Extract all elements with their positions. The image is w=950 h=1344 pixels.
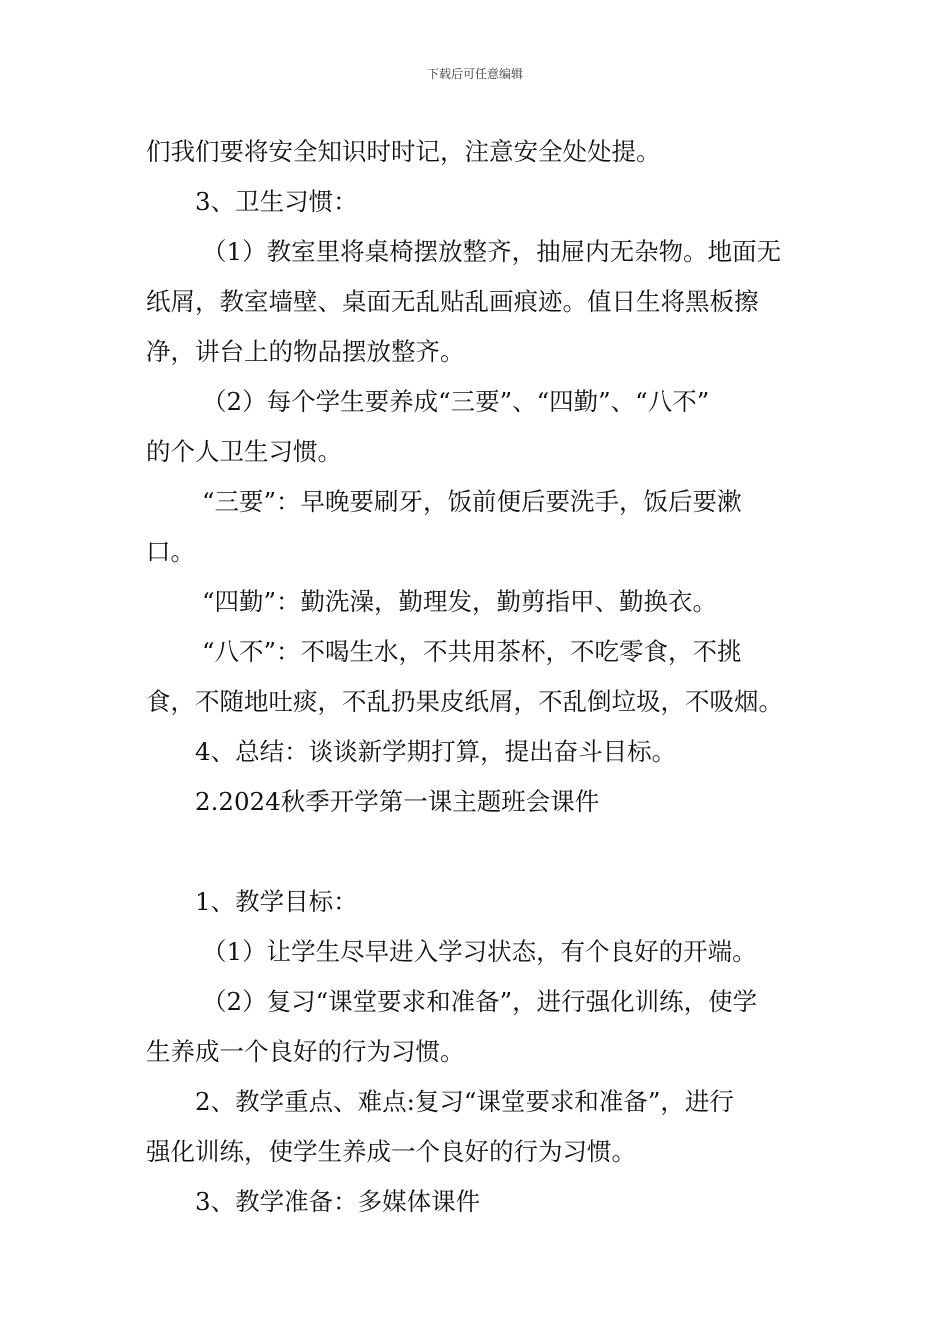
section-heading-key-points: 2、教学重点、难点:复习“课堂要求和准备”，进行 bbox=[195, 1087, 734, 1116]
section-heading-summary: 4、总结：谈谈新学期打算，提出奋斗目标。 bbox=[195, 737, 677, 766]
blank-line bbox=[146, 827, 806, 877]
paragraph-line: “四勤”：勤洗澡，勤理发，勤剪指甲、勤换衣。 bbox=[202, 587, 718, 616]
paragraph-line: 们我们要将安全知识时时记，注意安全处处提。 bbox=[146, 137, 661, 166]
paragraph-line: （1）教室里将桌椅摆放整齐，抽屉内无杂物。地面无 bbox=[202, 237, 782, 266]
section-heading-preparation: 3、教学准备：多媒体课件 bbox=[195, 1187, 481, 1216]
paragraph-line: “八不”：不喝生水，不共用茶杯，不吃零食，不挑 bbox=[202, 637, 742, 666]
section-title: 2.2024秋季开学第一课主题班会课件 bbox=[195, 787, 600, 816]
paragraph-line: 强化训练，使学生养成一个良好的行为习惯。 bbox=[146, 1137, 636, 1166]
paragraph-line: 纸屑，教室墙壁、桌面无乱贴乱画痕迹。值日生将黑板擦 bbox=[146, 287, 759, 316]
section-heading-hygiene: 3、卫生习惯： bbox=[195, 187, 358, 216]
page-header: 下载后可任意编辑 bbox=[426, 67, 523, 81]
paragraph-line: 净，讲台上的物品摆放整齐。 bbox=[146, 337, 465, 366]
paragraph-line: （2）复习“课堂要求和准备”，进行强化训练，使学 bbox=[202, 987, 758, 1016]
paragraph-line: 食，不随地吐痰，不乱扔果皮纸屑，不乱倒垃圾，不吸烟。 bbox=[146, 687, 783, 716]
paragraph-line: （2）每个学生要养成“三要”、“四勤”、“八不” bbox=[202, 387, 710, 416]
paragraph-line: “三要”：早晚要刷牙，饭前便后要洗手，饭后要漱 bbox=[202, 487, 742, 516]
paragraph-line: 生养成一个良好的行为习惯。 bbox=[146, 1037, 465, 1066]
document-body bbox=[146, 127, 806, 1227]
paragraph-line: （1）让学生尽早进入学习状态，有个良好的开端。 bbox=[202, 937, 757, 966]
paragraph-line: 口。 bbox=[146, 537, 195, 566]
paragraph-line: 的个人卫生习惯。 bbox=[146, 437, 342, 466]
section-heading-goals: 1、教学目标： bbox=[195, 887, 358, 916]
